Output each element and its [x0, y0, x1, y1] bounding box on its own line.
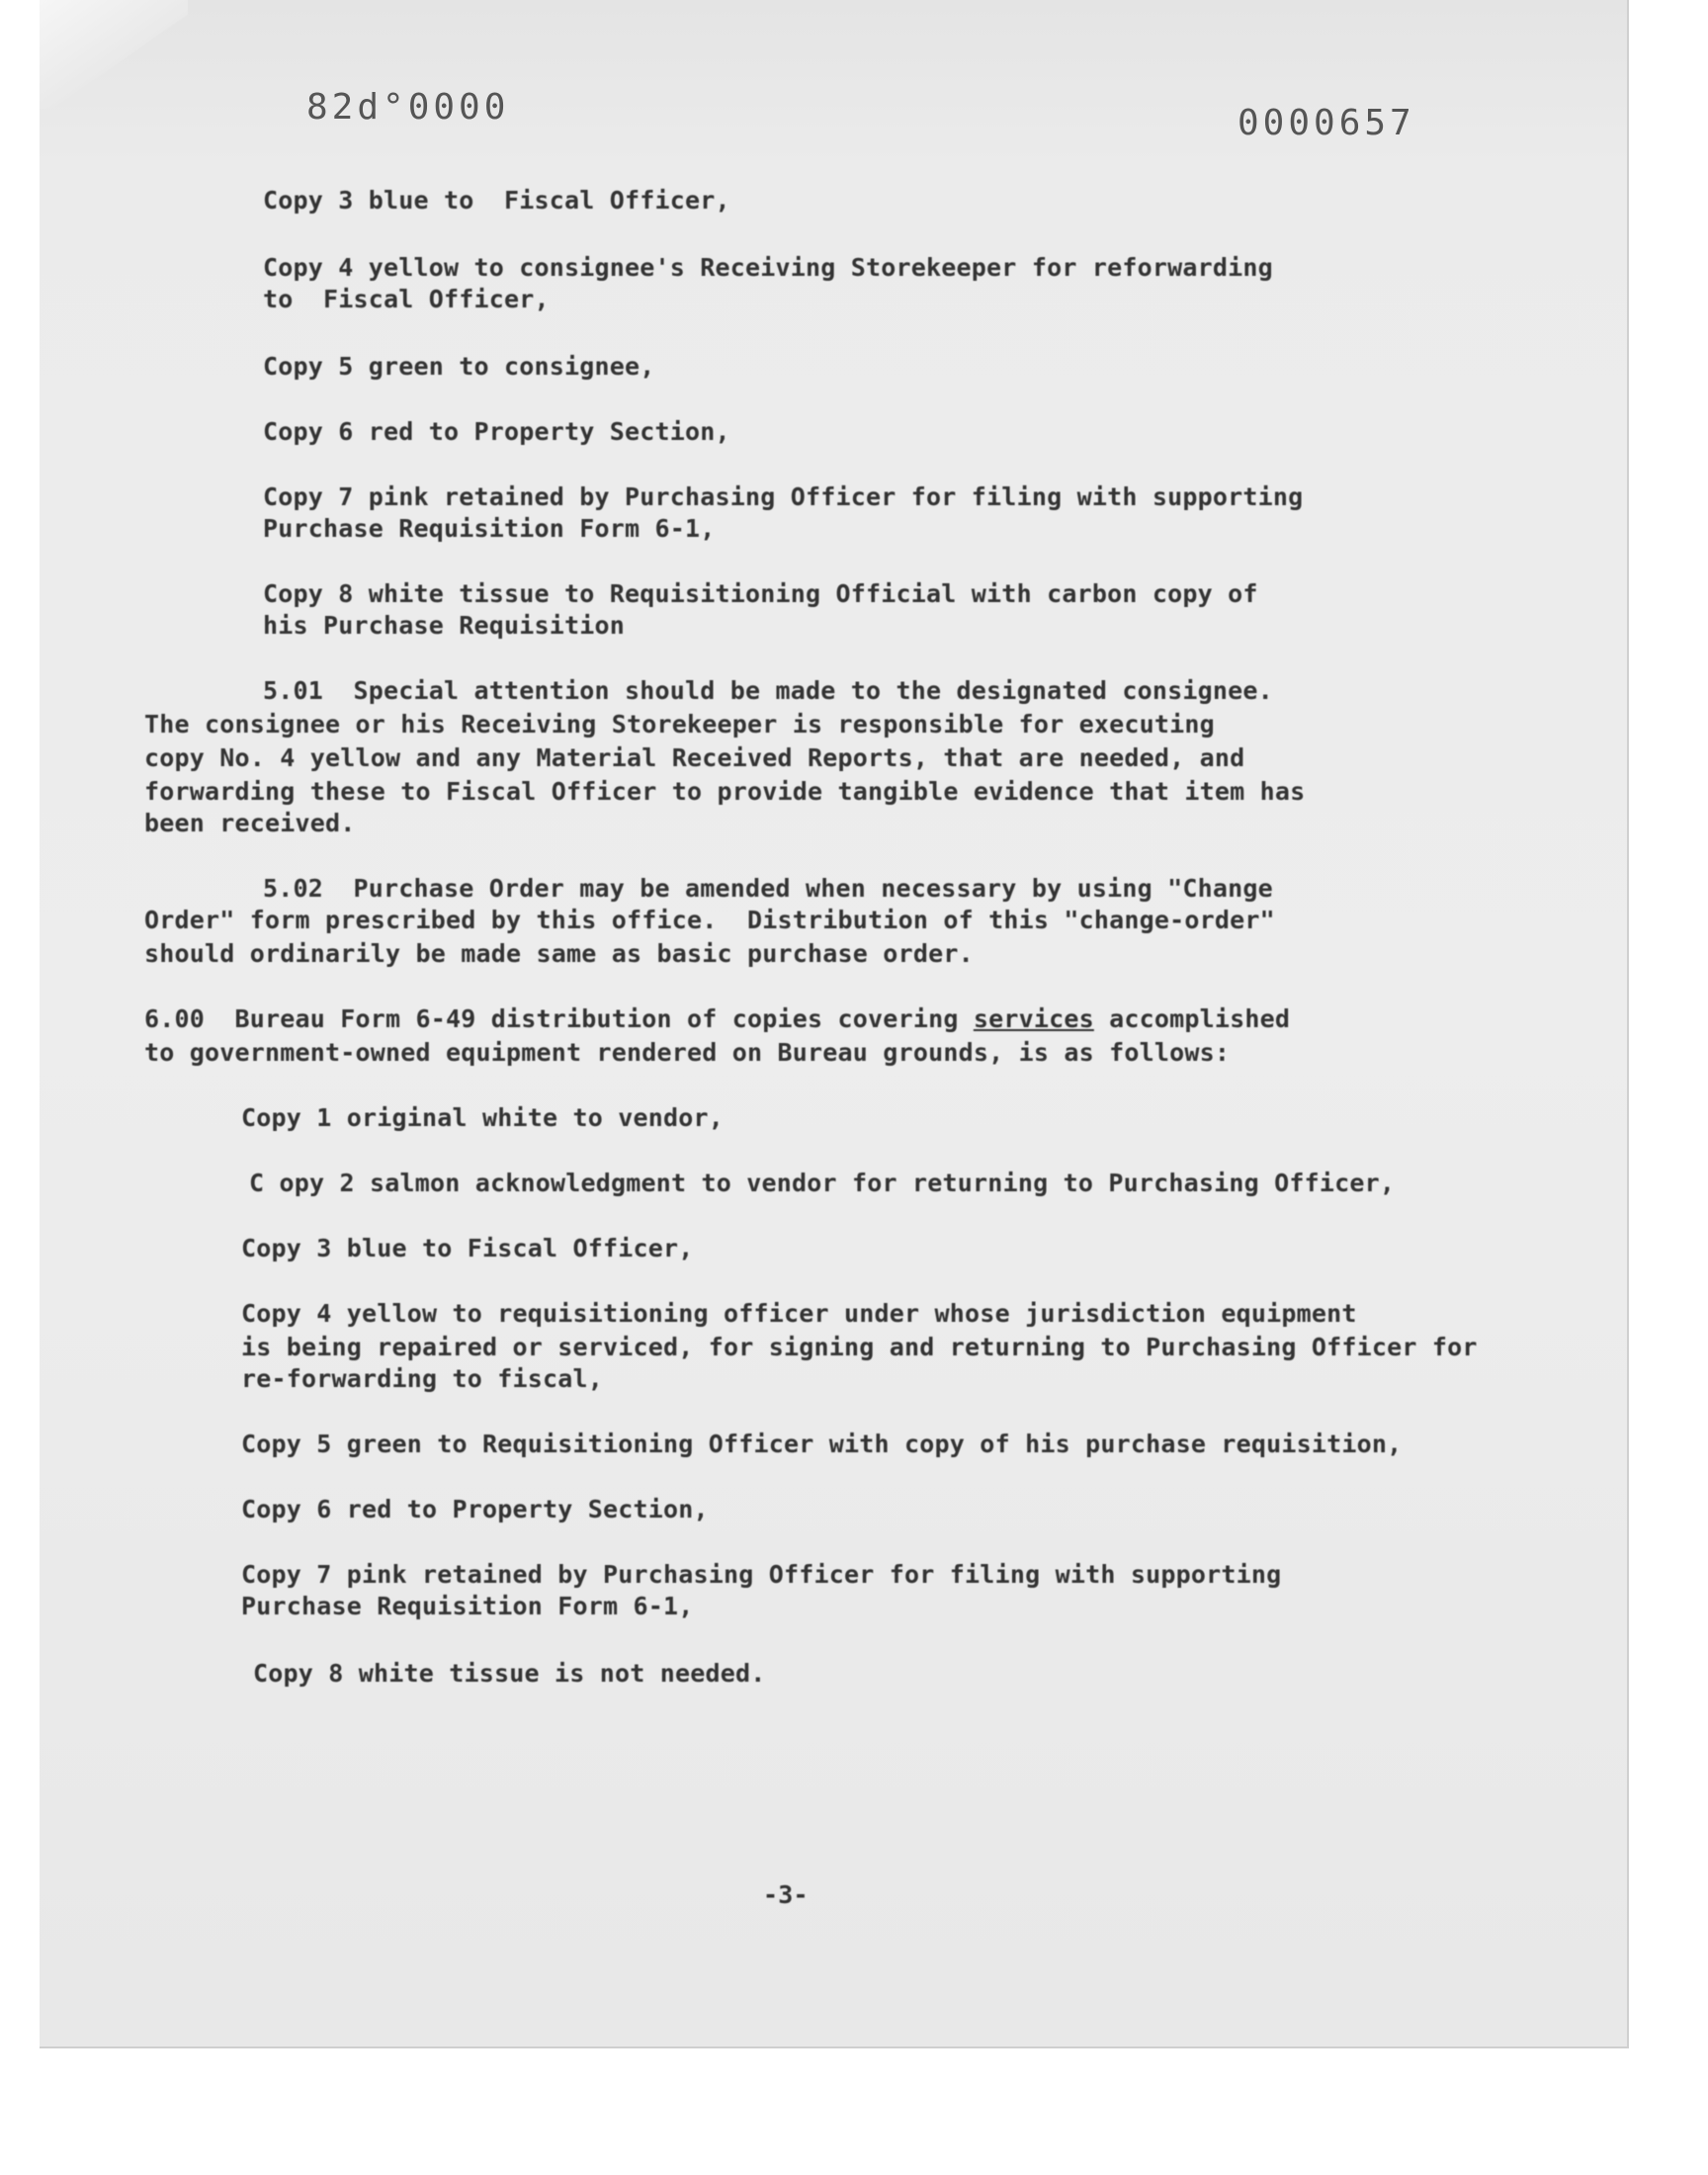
services-copy-2-line: C opy 2 salmon acknowledgment to vendor for returning to Purchasing Officer, — [249, 1169, 1396, 1197]
para-5-02-line-1: 5.02 Purchase Order may be amended when necessary by using "Change — [263, 874, 1273, 903]
copy-6-line: Copy 6 red to Property Section, — [263, 417, 730, 446]
para-6-00-text-c: accomplished — [1093, 1004, 1291, 1033]
copy-8-line-2: his Purchase Requisition — [263, 611, 626, 640]
document-number-right: 0000657 — [1238, 103, 1415, 143]
services-copy-7-line-2: Purchase Requisition Form 6-1, — [241, 1592, 694, 1620]
para-6-00-line-2: to government-owned equipment rendered on Bureau grounds, is as follows: — [144, 1038, 1231, 1067]
services-copy-6-line: Copy 6 red to Property Section, — [241, 1495, 709, 1523]
copy-8-line-1: Copy 8 white tissue to Requisitioning Official with carbon copy of — [263, 579, 1258, 608]
para-5-01-line-5: been received. — [144, 809, 356, 837]
services-copy-1-line: Copy 1 original white to vendor, — [241, 1103, 725, 1132]
services-copy-8-line: Copy 8 white tissue is not needed. — [253, 1659, 766, 1688]
copy-4-line-1: Copy 4 yellow to consignee's Receiving Storekeeper for reforwarding — [263, 253, 1273, 282]
copy-4-line-2: to Fiscal Officer, — [263, 285, 550, 313]
services-copy-4-line-1: Copy 4 yellow to requisitioning officer under whose jurisdiction equipment — [241, 1299, 1357, 1328]
copy-3-line: Copy 3 blue to Fiscal Officer, — [263, 186, 730, 215]
document-page — [40, 0, 1629, 2048]
para-6-00-text-a: 6.00 Bureau Form 6-49 distribution of copies covering — [144, 1004, 974, 1033]
para-5-01-line-1: 5.01 Special attention should be made to the designated consignee. — [263, 676, 1273, 705]
services-copy-3-line: Copy 3 blue to Fiscal Officer, — [241, 1234, 694, 1262]
para-5-01-line-3: copy No. 4 yellow and any Material Received Reports, that are needed, and — [144, 743, 1245, 772]
folded-corner — [40, 0, 188, 109]
para-5-01-line-4: forwarding these to Fiscal Officer to provide tangible evidence that item has — [144, 777, 1306, 806]
services-copy-4-line-3: re-forwarding to fiscal, — [241, 1364, 604, 1393]
para-5-02-line-3: should ordinarily be made same as basic purchase order. — [144, 939, 974, 968]
copy-7-line-1: Copy 7 pink retained by Purchasing Officer for filing with supporting — [263, 482, 1304, 511]
copy-7-line-2: Purchase Requisition Form 6-1, — [263, 514, 716, 543]
services-copy-5-line: Copy 5 green to Requisitioning Officer with copy of his purchase requisition, — [241, 1430, 1403, 1458]
page-number: -3- — [763, 1880, 809, 1909]
services-copy-7-line-1: Copy 7 pink retained by Purchasing Officer for filing with supporting — [241, 1560, 1282, 1589]
para-6-00-line-1 — [144, 1002, 1290, 1036]
document-number-left: 82d°0000 — [306, 87, 510, 128]
services-copy-4-line-2: is being repaired or serviced, for signing and returning to Purchasing Officer for — [241, 1333, 1478, 1361]
services-underlined: services — [973, 1004, 1094, 1033]
copy-5-line: Copy 5 green to consignee, — [263, 352, 655, 381]
para-5-02-line-2: Order" form prescribed by this office. Distribution of this "change-order" — [144, 906, 1275, 934]
para-5-01-line-2: The consignee or his Receiving Storekeeper is responsible for executing — [144, 710, 1215, 739]
